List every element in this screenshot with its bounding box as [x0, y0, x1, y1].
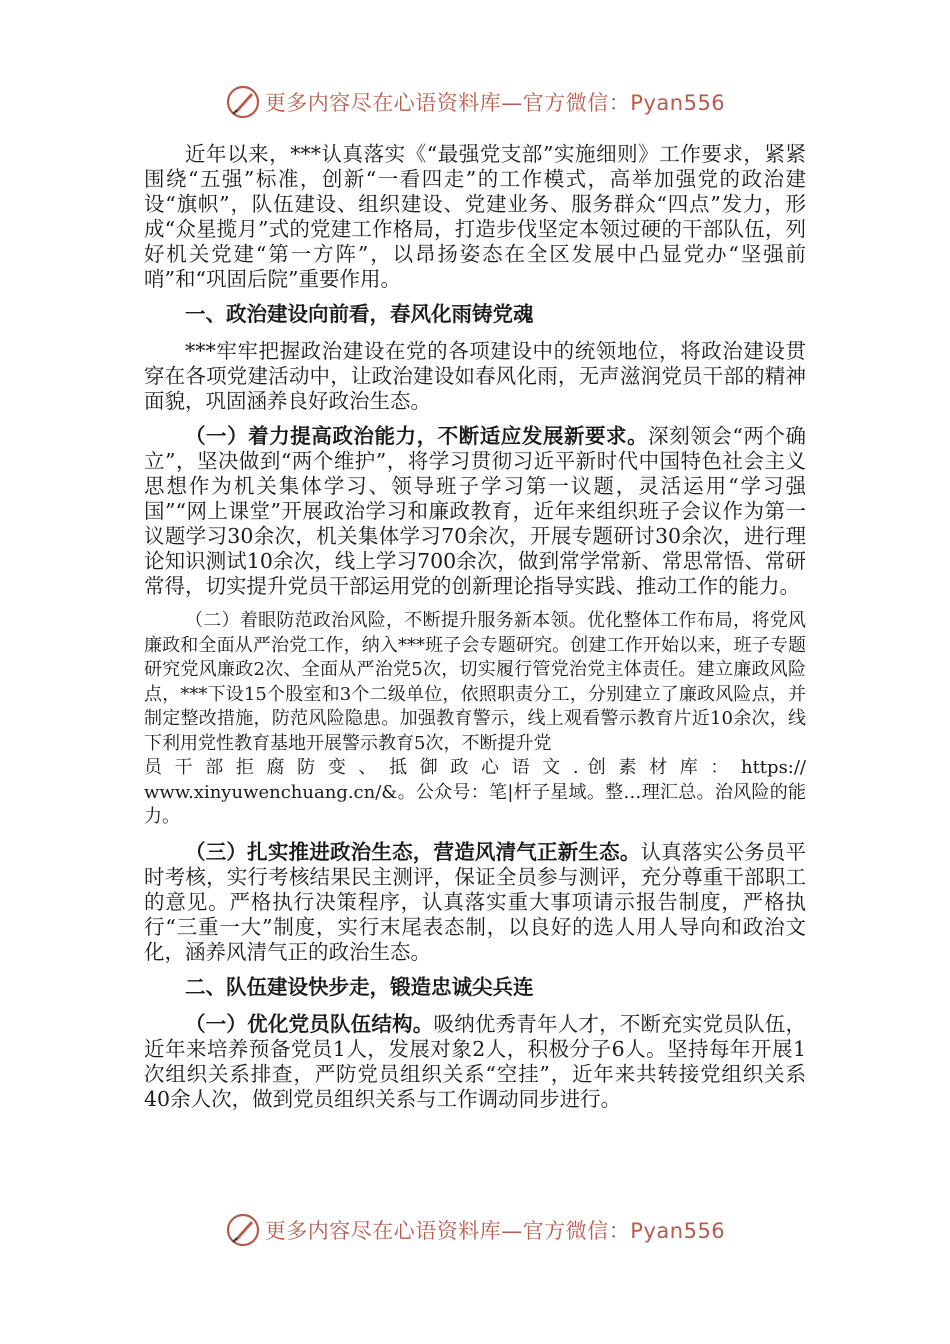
- header-banner: [0, 82, 950, 122]
- section1-item2-spread: 员 干 部 拒 腐 防 变 、 抵 御 政 心 语 文 . 创 素 材 库 ： https://: [144, 757, 806, 778]
- section1-item2-tail: www.xinyuwenchuang.cn/&。公众号：笔|杆子星域。整…理汇总。治风险的能力。: [144, 781, 806, 827]
- section1-item3: [144, 840, 806, 965]
- section1-item2-body: （二）着眼防范政治风险，不断提升服务新本领。优化整体工作布局，将党风廉政和全面从严治党工作，纳入***班子会专题研究。创建工作开始以来，班子专题研究党风廉政2次、全面从严治党5次，切实履行管党治党主体责任。建立廉政风险点，***下设15个股室和3个二级单位，依照职责分工，分别建立了廉政风险点，并制定整改措施，防范风险隐患。加强教育警示，线上观看警示教育片近10余次，线下利用党性教育基地开展警示教育5次，不断提升党: [144, 610, 806, 754]
- section1-item1-title: （一）着力提高政治能力，不断适应发展新要求。: [185, 424, 649, 448]
- section1-intro: ***牢牢把握政治建设在党的各项建设中的统领地位，将政治建设贯穿在各项党建活动中，让政治建设如春风化雨，无声滋润党员干部的精神面貌，巩固涵养良好政治生态。: [144, 339, 806, 413]
- banner-text: 更多内容尽在心语资料库—官方微信：Pyan556: [264, 91, 726, 115]
- footer-banner: [0, 1210, 950, 1250]
- section1-heading: 一、政治建设向前看，春风化雨铸党魂: [185, 302, 534, 326]
- section2-heading: 二、队伍建设快步走，锻造忠诚尖兵连: [185, 974, 534, 999]
- section2-item1-title: （一）优化党员队伍结构。: [185, 1011, 434, 1036]
- quill-pen-logo-icon: [225, 1212, 261, 1248]
- document-body: [144, 142, 806, 1122]
- section1-item3-body: 认真落实公务员平时考核，实行考核结果民主测评，保证全员参与测评，充分尊重干部职工的意见。严格执行决策程序，认真落实重大事项请示报告制度，严格执行“三重一大”制度，实行末尾表态制，以良好的选人用人导向和政治文化，涵养风清气正的政治生态。: [144, 839, 807, 964]
- section1-item2: [144, 609, 806, 830]
- intro-paragraph: 近年以来，***认真落实《“最强党支部”实施细则》工作要求，紧紧围绕“五强”标准，创新“一看四走”的工作模式，高举加强党的政治建设“旗帜”，队伍建设、组织建设、党建业务、服务群众“四点”发力，形成“众星揽月”式的党建工作格局，打造步伐坚定本领过硬的干部队伍，列好机关党建“第一方阵”，以昂扬姿态在全区发展中凸显党办“坚强前哨”和“巩固后院”重要作用。: [144, 142, 806, 291]
- section2-item1-body: 吸纳优秀青年人才，不断充实党员队伍，近年来培养预备党员1人，发展对象2人，积极分子6人。坚持每年开展1次组织关系排查，严防党员组织关系“空挂”，近年来共转接党组织关系40余人次，做到党员组织关系与工作调动同步进行。: [144, 1011, 807, 1111]
- section1-item3-title: （三）扎实推进政治生态，营造风清气正新生态。: [185, 839, 641, 864]
- section1-item1-body: 深刻领会“两个确立”，坚决做到“两个维护”，将学习贯彻习近平新时代中国特色社会主义思想作为机关集体学习、领导班子学习第一议题，灵活运用“学习强国”“网上课堂”开展政治学习和廉政教育，近年来组织班子会议作为第一议题学习30余次，机关集体学习70余次，开展专题研讨30余次，进行理论知识测试10余次，线上学习700余次，做到常学常新、常思常悟、常研常得，切实提升党员干部运用党的创新理论指导实践、推动工作的能力。: [144, 424, 807, 598]
- section2-item1: [144, 1012, 806, 1112]
- quill-pen-logo-icon: [225, 84, 261, 120]
- section1-item1: [144, 424, 806, 599]
- banner-text: 更多内容尽在心语资料库—官方微信：Pyan556: [264, 1219, 726, 1243]
